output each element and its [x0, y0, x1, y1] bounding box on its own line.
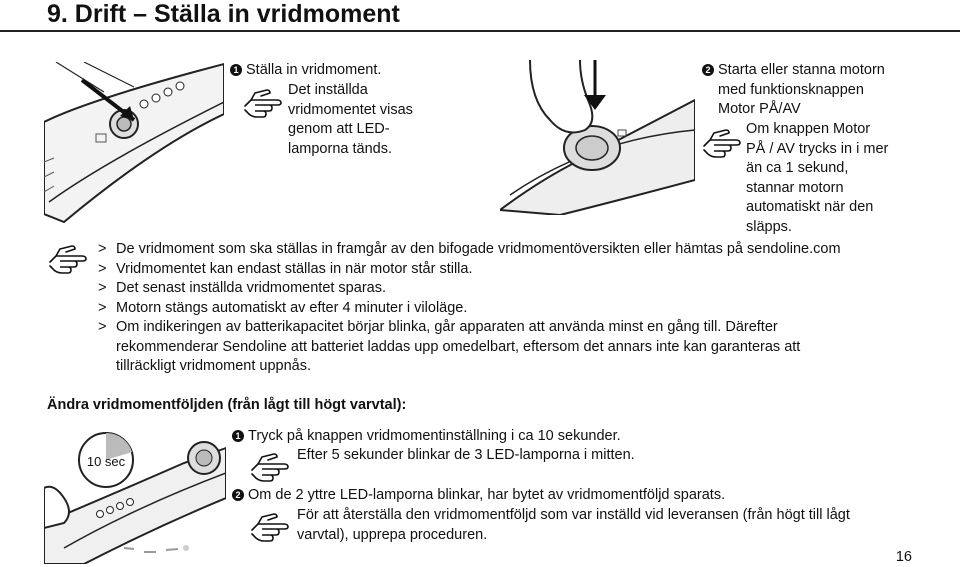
note-line: än ca 1 sekund,	[746, 160, 849, 176]
sub1-note: Efter 5 sekunder blinkar de 3 LED-lamporna i mitten.	[297, 447, 635, 463]
note-line: För att återställa den vridmomentföljd som var inställd vid leveransen (från högt till lågt	[297, 507, 850, 523]
note-line: automatiskt när den	[746, 199, 874, 215]
step-number-badge: 1	[232, 430, 244, 442]
note-line: stannar motorn	[746, 179, 844, 196]
note-item: > Om indikeringen av batterikapacitet börjar blinka, går apparaten att använda minst en gång till. Därefter	[98, 319, 778, 335]
note-item-cont: rekommenderar Sendoline att batteriet laddas upp omedelbart, eftersom det annars inte kan garanteras att	[116, 339, 801, 355]
title-line: Starta eller stanna motorn	[718, 62, 885, 78]
finger-button-image	[500, 60, 695, 215]
step-number-badge: 2	[702, 64, 714, 76]
note-line: släpps.	[746, 218, 792, 235]
step-number-badge: 2	[232, 489, 244, 501]
step-number-badge: 1	[230, 64, 242, 76]
note-line: Om knappen Motor	[746, 121, 871, 137]
note-line: lamporna tänds.	[288, 140, 392, 157]
note-item-cont: tillräckligt vridmoment uppnås.	[116, 358, 312, 374]
note-item: > De vridmoment som ska ställas in framgår av den bifogade vridmomentöversikten eller hämtas på sendoline.com	[98, 241, 841, 257]
page-title: 9. Drift – Ställa in vridmoment	[47, 0, 400, 28]
note-line: vridmomentet visas	[288, 101, 413, 118]
step1-title-row	[230, 61, 381, 81]
sub2-title-row	[232, 486, 725, 506]
note-hand-icon	[48, 244, 90, 276]
sub1-title: Tryck på knappen vridmomentinställning i ca 10 sekunder.	[248, 428, 621, 444]
timer-label: 10 sec	[86, 454, 126, 469]
note-hand-icon	[250, 452, 292, 484]
note-item: > Vridmomentet kan endast ställas in när motor står stilla.	[98, 261, 473, 277]
timer-handpiece-image	[44, 428, 226, 564]
section-heading: Ändra vridmomentföljden (från lågt till högt varvtal):	[47, 397, 407, 413]
note-hand-icon	[250, 512, 292, 544]
step2-title	[702, 61, 885, 120]
note-line: Det inställda	[288, 82, 368, 98]
note-line: varvtal), upprepa proceduren.	[297, 526, 488, 543]
sub2-title: Om de 2 yttre LED-lamporna blinkar, har bytet av vridmomentföljd sparats.	[248, 487, 726, 503]
step1-note	[288, 81, 413, 159]
step1-title: Ställa in vridmoment.	[246, 62, 382, 78]
title-line: Motor PÅ/AV	[718, 101, 801, 117]
note-item: > Motorn stängs automatiskt av efter 4 minuter i viloläge.	[98, 300, 468, 316]
note-line: PÅ / AV trycks in i mer	[746, 140, 889, 157]
note-line: genom att LED-	[288, 121, 390, 137]
step2-note	[746, 120, 888, 237]
note-hand-icon	[243, 88, 285, 120]
title-line: med funktionsknappen	[718, 81, 864, 98]
sub1-title-row	[232, 427, 621, 447]
sub2-note	[297, 506, 850, 545]
page-number: 16	[895, 549, 912, 565]
handpiece-led-image	[44, 62, 224, 224]
note-item: > Det senast inställda vridmomentet sparas.	[98, 280, 386, 296]
page-header	[0, 0, 960, 32]
note-hand-icon	[702, 128, 744, 160]
